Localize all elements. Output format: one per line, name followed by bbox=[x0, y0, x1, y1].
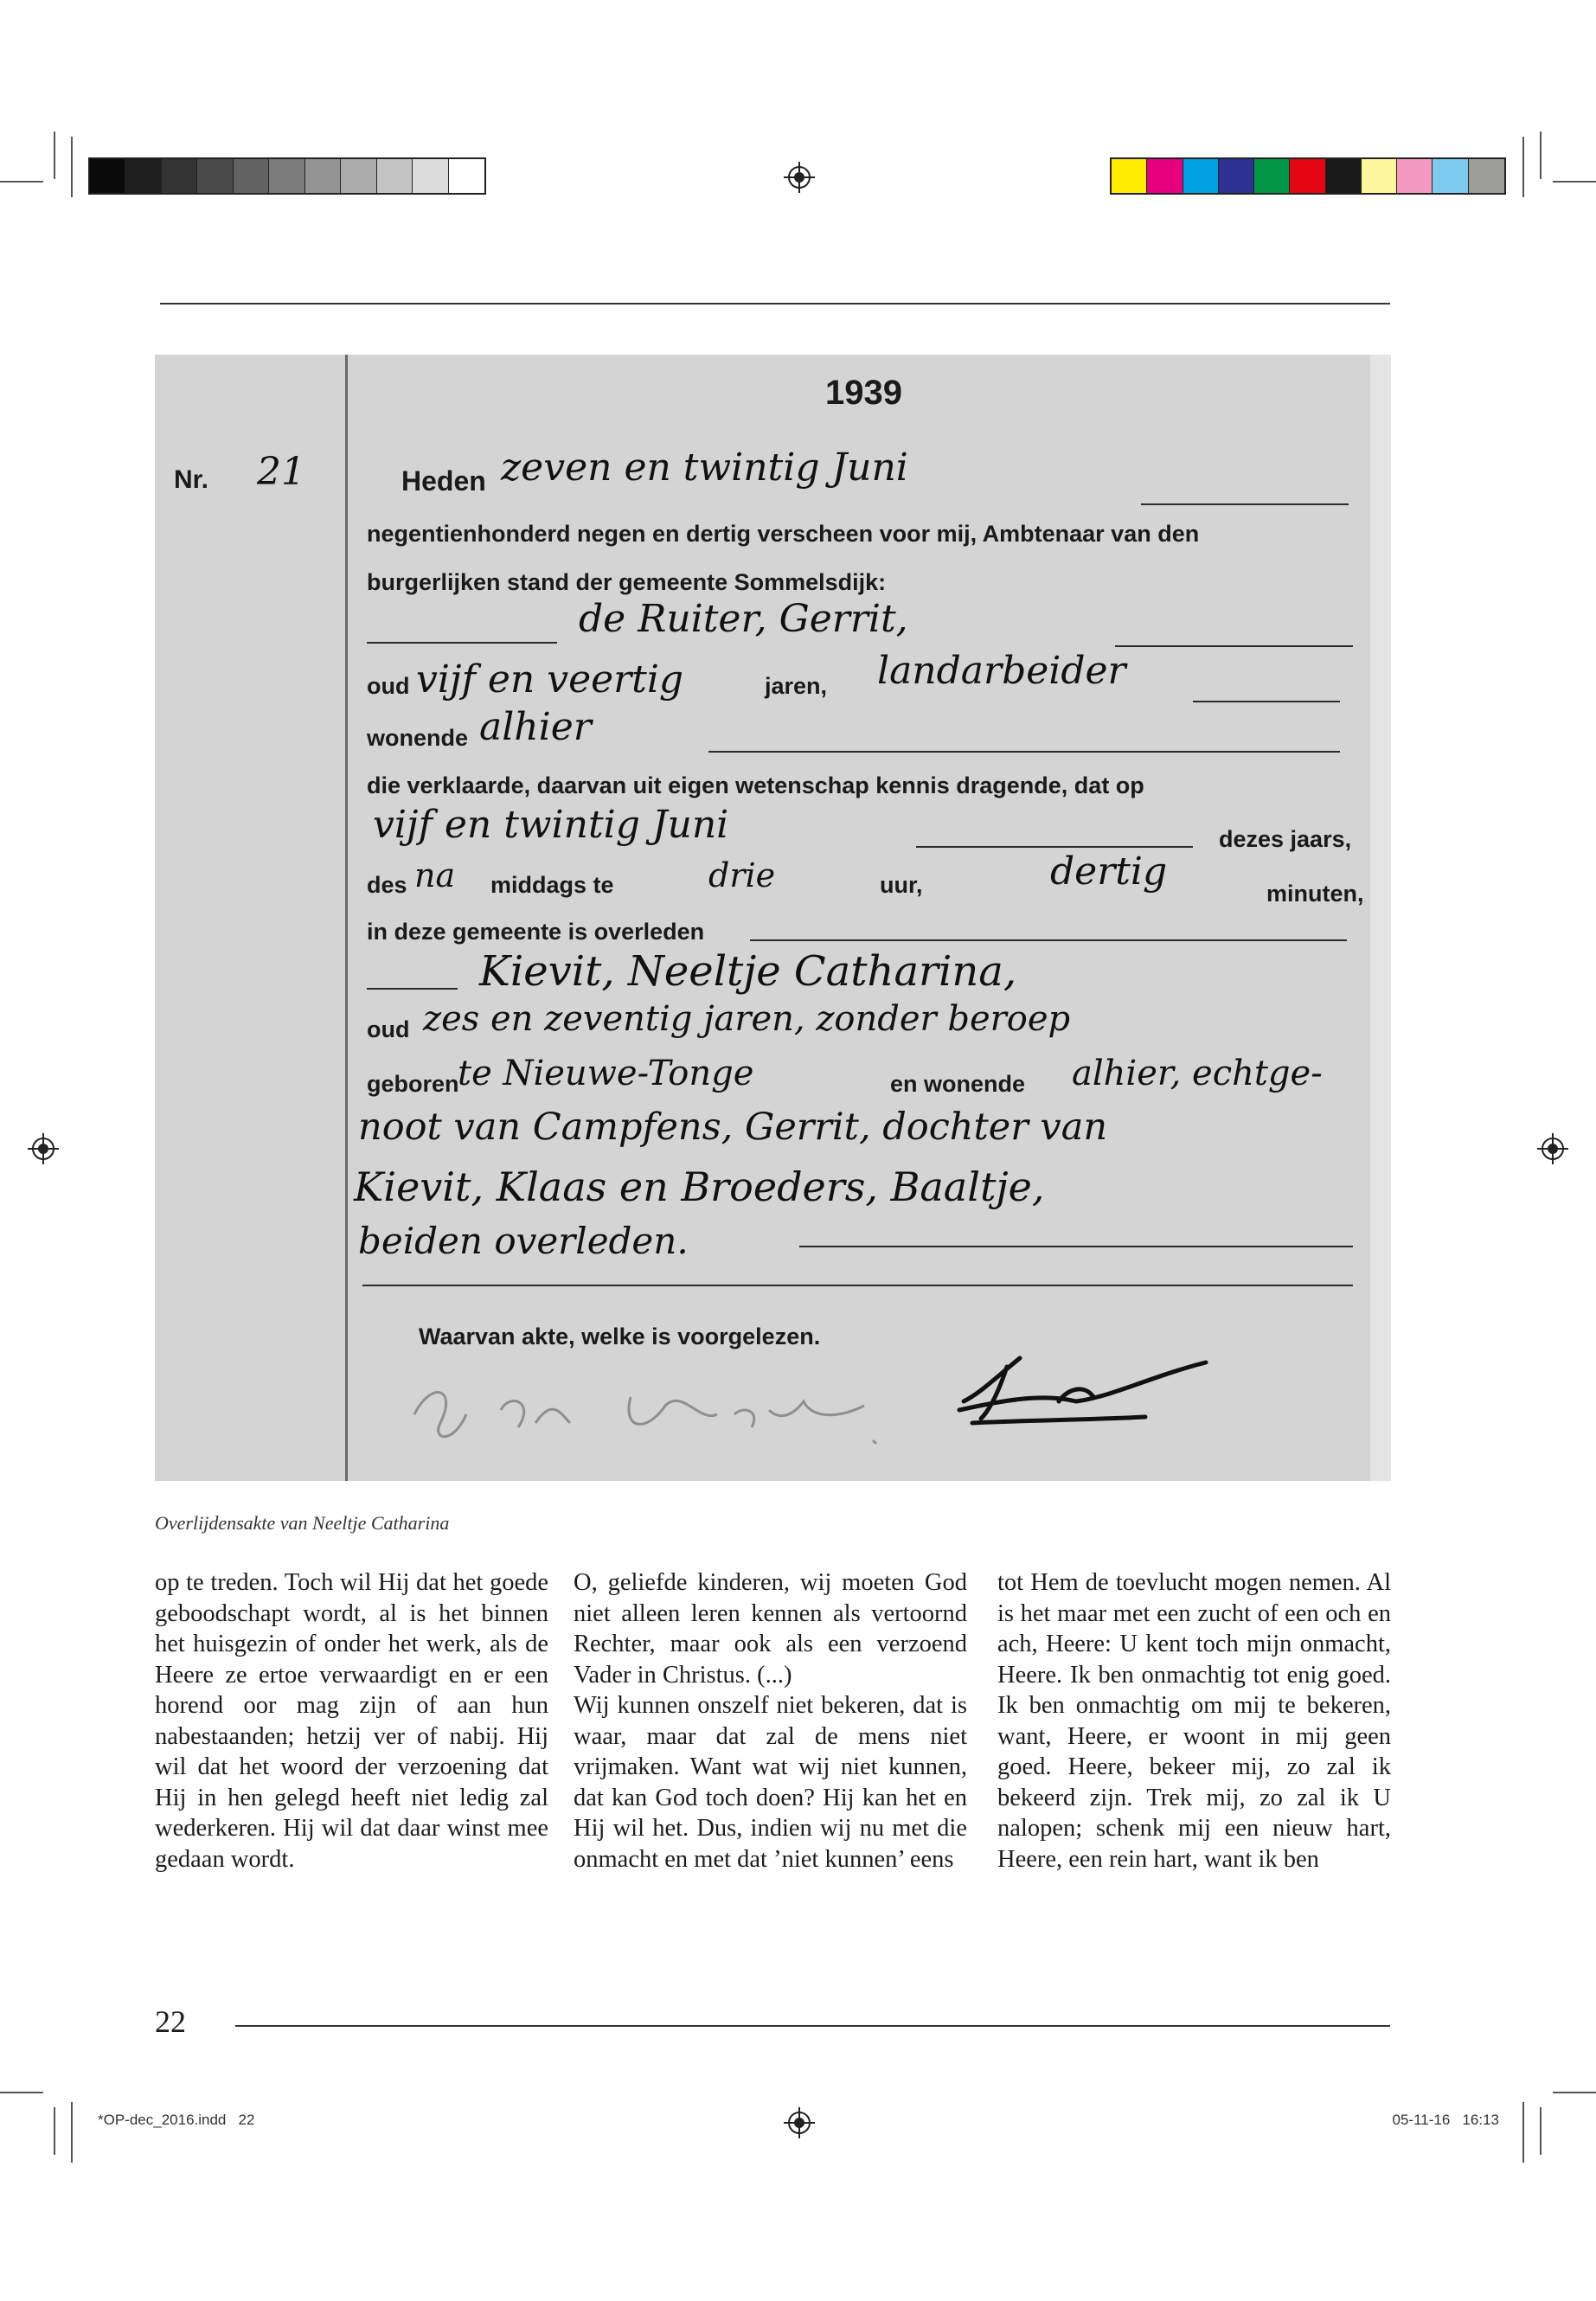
oud-label: oud bbox=[367, 673, 410, 699]
fill-line bbox=[750, 939, 1347, 941]
crop-mark bbox=[1553, 181, 1596, 183]
handwritten-drie: drie bbox=[708, 856, 776, 894]
color-swatch bbox=[1219, 159, 1254, 193]
slug-datetime: 05-11-16 16:13 bbox=[1392, 2112, 1499, 2128]
color-swatch bbox=[1112, 159, 1147, 193]
handwritten-birthplace: te Nieuwe-Tonge bbox=[458, 1054, 754, 1093]
waarvan-line: Waarvan akte, welke is voorgelezen. bbox=[419, 1324, 821, 1349]
process-color-bar bbox=[1110, 157, 1506, 195]
official-signature bbox=[946, 1341, 1223, 1436]
geboren-label: geboren bbox=[367, 1071, 459, 1097]
des-label: des bbox=[367, 872, 407, 898]
registration-mark-icon bbox=[784, 162, 815, 193]
fill-line bbox=[708, 751, 1340, 753]
color-swatch bbox=[305, 159, 341, 193]
cert-line-2: negentienhonderd negen en dertig verscheen voor mij, Ambtenaar van den bbox=[367, 521, 1200, 547]
text-column-1 bbox=[155, 1567, 548, 1875]
oud2-label: oud bbox=[367, 1016, 410, 1042]
color-swatch bbox=[1290, 159, 1325, 193]
paragraph: tot Hem de toevlucht mogen nemen. Al is het maar met een zucht of een och en ach, Heere: U kent toch mijn onmacht, Heere. Ik ben onmachtig tot enig goed. Ik ben onmachtig om mij te bekeren, want, Heere, er woont in mij geen goed. Heere, bekeer mij, zo zal ik bekeerd zijn. Trek mij, zo zal ik U nalopen; schenk mij een nieuw hart, Heere, een rein hart, want ik ben bbox=[997, 1569, 1391, 1873]
color-swatch bbox=[162, 159, 197, 193]
nr-label: Nr. bbox=[174, 465, 209, 494]
handwritten-deceased: Kievit, Neeltje Catharina, bbox=[479, 947, 1017, 996]
cert-line-3: burgerlijken stand der gemeente Sommelsdijk: bbox=[367, 569, 887, 595]
registration-mark-icon bbox=[1537, 1133, 1568, 1164]
dezes-label: dezes jaars, bbox=[1219, 826, 1352, 852]
minuten-label: minuten, bbox=[1266, 881, 1364, 907]
color-swatch bbox=[234, 159, 269, 193]
slug-filename: *OP-dec_2016.indd 22 bbox=[98, 2112, 255, 2128]
color-swatch bbox=[1326, 159, 1362, 193]
paragraph: Wij kunnen onszelf niet bekeren, dat is waar, maar dat zal de mens niet vrijmaken. Want wat wij niet kunnen, dat kan God toch doen? Hij kan het en Hij wil het. Dus, indien wij nu met die onmacht en met dat ’niet kunnen’ eens bbox=[574, 1692, 967, 1873]
crop-mark bbox=[71, 137, 73, 197]
handwritten-dertig: dertig bbox=[1050, 849, 1168, 894]
fill-line bbox=[367, 642, 557, 644]
handwritten-profession: landarbeider bbox=[877, 649, 1126, 693]
handwritten-line-16: beiden overleden. bbox=[358, 1220, 689, 1262]
color-swatch bbox=[341, 159, 376, 193]
cert-line-10: in deze gemeente is overleden bbox=[367, 919, 705, 945]
fill-line bbox=[362, 1285, 1353, 1286]
color-swatch bbox=[1397, 159, 1433, 193]
text-column-3 bbox=[997, 1567, 1391, 1875]
fill-line bbox=[367, 988, 458, 990]
wonende-label: wonende bbox=[367, 725, 469, 751]
color-swatch bbox=[1469, 159, 1504, 193]
crop-mark bbox=[54, 131, 55, 179]
crop-mark bbox=[1540, 131, 1542, 179]
paragraph: op te treden. Toch wil Hij dat het goede geboodschapt wordt, al is het binnen het huisgezin of onder het werk, als de Heere ze ertoe verwaardigt en er een horend oor mag zijn of aan hun nabestaanden; hetzij ver of nabij. Hij wil dat het woord der verzoening dat Hij in hen gelegd heeft niet ledig zal wederkeren. Hij wil dat daar winst mee gedaan wordt. bbox=[155, 1569, 548, 1873]
handwritten-residence: alhier bbox=[479, 705, 592, 749]
color-swatch bbox=[269, 159, 304, 193]
footer-rule bbox=[235, 2025, 1390, 2027]
handwritten-death-date: vijf en twintig Juni bbox=[373, 803, 729, 847]
color-swatch bbox=[1254, 159, 1290, 193]
color-swatch bbox=[1362, 159, 1397, 193]
color-swatch bbox=[1433, 159, 1468, 193]
registration-mark-icon bbox=[28, 1133, 59, 1164]
declarant-signature bbox=[406, 1362, 907, 1458]
crop-mark bbox=[0, 181, 43, 183]
crop-mark bbox=[0, 2092, 43, 2093]
fill-line bbox=[799, 1246, 1353, 1247]
heden-label: Heden bbox=[401, 465, 486, 497]
fill-line bbox=[1141, 503, 1349, 505]
color-swatch bbox=[90, 159, 125, 193]
color-swatch bbox=[1147, 159, 1183, 193]
nr-value: 21 bbox=[257, 450, 305, 494]
crop-mark bbox=[1553, 2092, 1596, 2093]
crop-mark bbox=[54, 2107, 55, 2155]
page-number: 22 bbox=[155, 2004, 186, 2039]
color-swatch bbox=[413, 159, 448, 193]
en-wonende-label: en wonende bbox=[890, 1071, 1026, 1097]
crop-mark bbox=[71, 2102, 73, 2163]
fill-line bbox=[1115, 645, 1353, 647]
handwritten-age: vijf en veertig bbox=[416, 657, 684, 702]
header-rule bbox=[160, 303, 1390, 304]
crop-mark bbox=[1540, 2107, 1542, 2155]
uur-label: uur, bbox=[880, 872, 923, 898]
figure-caption: Overlijdensakte van Neeltje Catharina bbox=[155, 1512, 450, 1534]
page-edge bbox=[1370, 355, 1391, 1481]
handwritten-age-2: zes en zeventig jaren, zonder beroep bbox=[423, 999, 1071, 1039]
middags-label: middags te bbox=[490, 872, 614, 898]
handwritten-alhier-2: alhier, echtge- bbox=[1072, 1054, 1323, 1093]
color-swatch bbox=[377, 159, 413, 193]
certificate-year: 1939 bbox=[825, 374, 902, 412]
grayscale-color-bar bbox=[88, 157, 486, 195]
cert-line-7: die verklaarde, daarvan uit eigen wetenschap kennis dragende, dat op bbox=[367, 772, 1144, 798]
registration-mark-icon bbox=[784, 2107, 815, 2138]
margin-line bbox=[345, 355, 348, 1481]
crop-mark bbox=[1522, 2102, 1524, 2163]
fill-line bbox=[916, 846, 1193, 848]
text-column-2 bbox=[574, 1567, 967, 1875]
handwritten-declarant: de Ruiter, Gerrit, bbox=[579, 597, 908, 641]
color-swatch bbox=[125, 159, 161, 193]
paragraph: O, geliefde kinderen, wij moeten God niet alleen leren kennen als vertoornd Rechter, maar ook als een verzoend Vader in Christus. (...) bbox=[574, 1569, 967, 1689]
death-certificate-scan bbox=[155, 355, 1391, 1481]
color-swatch bbox=[449, 159, 484, 193]
color-swatch bbox=[1183, 159, 1219, 193]
handwritten-date: zeven en twintig Juni bbox=[501, 445, 908, 490]
jaren-label: jaren, bbox=[765, 673, 828, 699]
handwritten-na: na bbox=[414, 856, 456, 894]
handwritten-line-15: Kievit, Klaas en Broeders, Baaltje, bbox=[354, 1163, 1045, 1210]
fill-line bbox=[1193, 701, 1340, 702]
color-swatch bbox=[197, 159, 233, 193]
handwritten-line-14: noot van Campfens, Gerrit, dochter van bbox=[358, 1106, 1108, 1149]
crop-mark bbox=[1522, 137, 1524, 197]
